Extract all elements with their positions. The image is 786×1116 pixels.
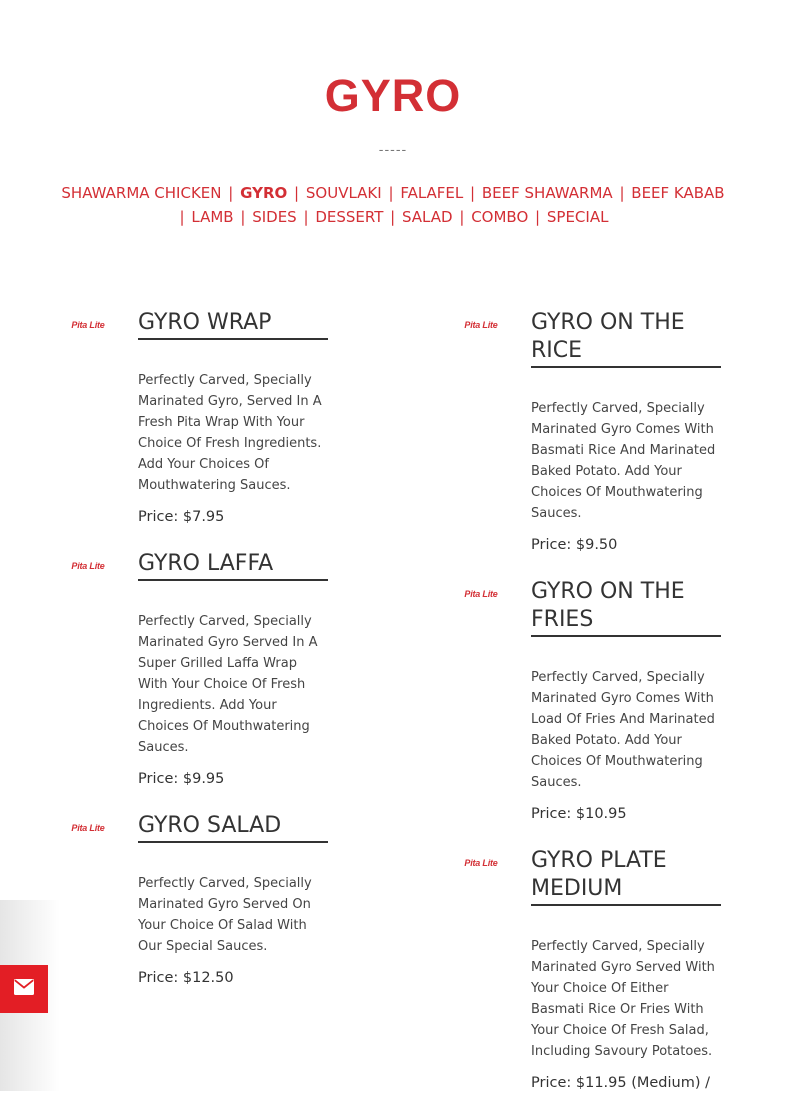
- item-name: GYRO SALAD: [138, 812, 328, 843]
- nav-link-salad[interactable]: SALAD: [402, 208, 453, 226]
- item-price: Price: $10.95: [531, 806, 627, 822]
- pita-lite-logo: Pita Lite: [71, 320, 105, 330]
- nav-separator: |: [390, 208, 396, 226]
- nav-separator: |: [459, 208, 465, 226]
- menu-item-gyro-laffa: [66, 550, 392, 790]
- pita-lite-logo: Pita Lite: [71, 823, 105, 833]
- menu-column-left: [66, 309, 392, 1011]
- nav-link-shawarma-chicken[interactable]: SHAWARMA CHICKEN: [61, 184, 222, 202]
- nav-separator: |: [294, 184, 300, 202]
- nav-separator: |: [619, 184, 625, 202]
- nav-separator: |: [179, 208, 185, 226]
- menu-item-gyro-plate-medium: [459, 847, 785, 1094]
- item-description: Perfectly Carved, Specially Marinated Gyro, Served In A Fresh Pita Wrap With Your Choice Of Fresh Ingredients. Add Your Choices Of Mouthwatering Sauces.: [138, 373, 322, 493]
- item-description: Perfectly Carved, Specially Marinated Gyro Served In A Super Grilled Laffa Wrap With Your Choice Of Fresh Ingredients. Add Your Choices Of Mouthwatering Sauces.: [138, 614, 318, 755]
- item-price: Price: $9.95: [138, 771, 225, 787]
- item-price: Price: $9.50: [531, 537, 618, 553]
- nav-link-beef-kabab[interactable]: BEEF KABAB: [631, 184, 725, 202]
- menu-item-gyro-wrap: [66, 309, 392, 528]
- nav-separator: |: [535, 208, 541, 226]
- item-price: Price: $12.50: [138, 970, 234, 986]
- title-divider: -----: [378, 143, 408, 158]
- nav-separator: |: [303, 208, 309, 226]
- item-description: Perfectly Carved, Specially Marinated Gyro Comes With Load Of Fries And Marinated Baked Potato. Add Your Choices Of Mouthwatering Sauces.: [531, 670, 715, 790]
- nav-link-souvlaki[interactable]: SOUVLAKI: [305, 184, 382, 202]
- pita-lite-logo: Pita Lite: [71, 561, 105, 571]
- nav-link-gyro[interactable]: GYRO: [240, 184, 288, 202]
- item-name: GYRO LAFFA: [138, 550, 328, 581]
- item-description: Perfectly Carved, Specially Marinated Gyro Served On Your Choice Of Salad With Our Special Sauces.: [138, 876, 312, 954]
- nav-link-falafel[interactable]: FALAFEL: [400, 184, 464, 202]
- nav-separator: |: [388, 184, 394, 202]
- nav-link-dessert[interactable]: DESSERT: [315, 208, 384, 226]
- item-price: Price: $11.95 (Medium) /: [531, 1075, 710, 1091]
- pita-lite-logo: Pita Lite: [464, 320, 498, 330]
- item-description: Perfectly Carved, Specially Marinated Gyro Served With Your Choice Of Either Basmati Rice Or Fries With Your Choice Of Fresh Salad, Including Savoury Potatoes.: [531, 939, 715, 1059]
- nav-separator: |: [228, 184, 234, 202]
- item-name: GYRO ON THE FRIES: [531, 578, 721, 637]
- item-name: GYRO PLATE MEDIUM: [531, 847, 721, 906]
- page-title: GYRO: [324, 70, 462, 121]
- menu-item-gyro-salad: [66, 812, 392, 989]
- item-name: GYRO WRAP: [138, 309, 328, 340]
- nav-separator: |: [470, 184, 476, 202]
- envelope-icon: [14, 979, 34, 999]
- category-nav: [55, 181, 731, 229]
- nav-link-combo[interactable]: COMBO: [471, 208, 529, 226]
- pita-lite-logo: Pita Lite: [464, 589, 498, 599]
- item-name: GYRO ON THE RICE: [531, 309, 721, 368]
- nav-link-lamb[interactable]: LAMB: [191, 208, 234, 226]
- menu-item-gyro-on-the-fries: [459, 578, 785, 825]
- nav-link-beef-shawarma[interactable]: BEEF SHAWARMA: [481, 184, 613, 202]
- nav-link-sides[interactable]: SIDES: [252, 208, 297, 226]
- item-price: Price: $7.95: [138, 509, 225, 525]
- nav-link-special[interactable]: SPECIAL: [546, 208, 609, 226]
- menu-item-gyro-on-the-rice: [459, 309, 785, 556]
- item-description: Perfectly Carved, Specially Marinated Gyro Comes With Basmati Rice And Marinated Baked Potato. Add Your Choices Of Mouthwatering Sauces.: [531, 401, 716, 521]
- pita-lite-logo: Pita Lite: [464, 858, 498, 868]
- menu-column-right: [459, 309, 785, 1116]
- nav-separator: |: [240, 208, 246, 226]
- contact-email-button[interactable]: [0, 965, 48, 1013]
